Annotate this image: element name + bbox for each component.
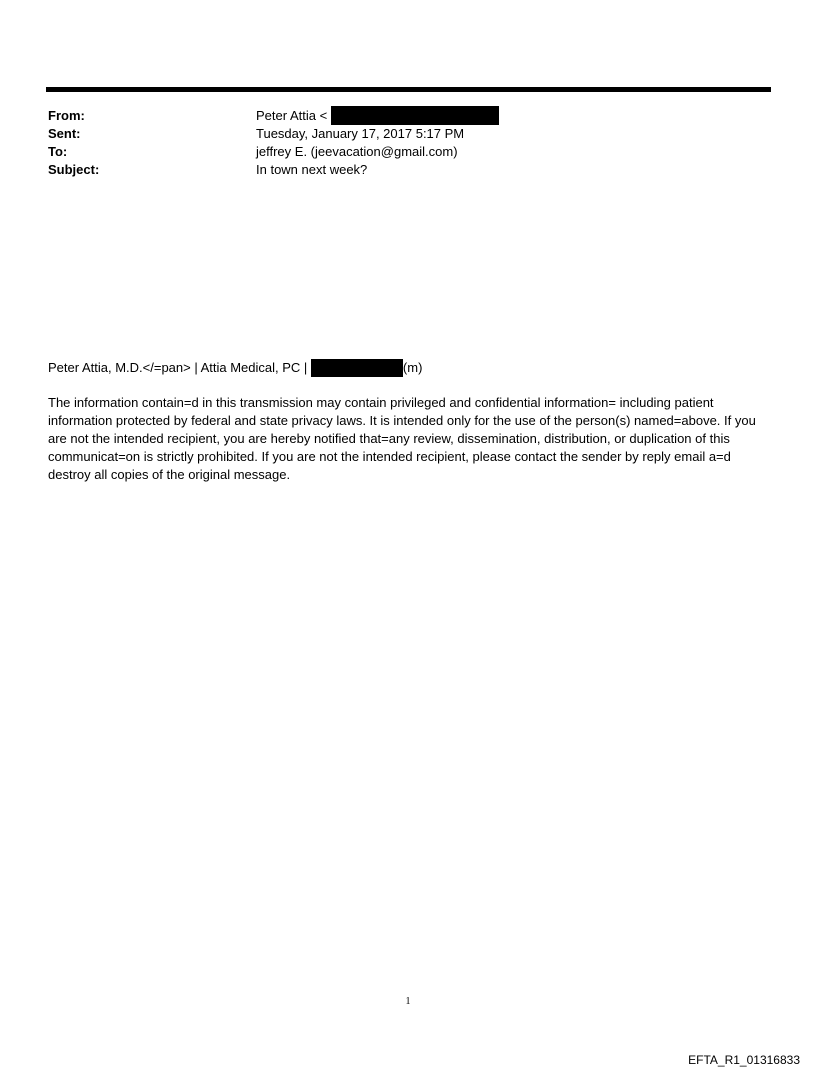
email-header-block bbox=[48, 107, 748, 179]
signature-text: Peter Attia, M.D.</=pan> | Attia Medical, PC | bbox=[48, 360, 308, 375]
sent-row bbox=[48, 125, 748, 143]
redaction-box-phone bbox=[311, 359, 403, 377]
subject-label: Subject: bbox=[48, 162, 100, 177]
bates-number: EFTA_R1_01316833 bbox=[688, 1053, 800, 1067]
confidentiality-disclaimer: The information contain=d in this transmission may contain privileged and confidential information= including patient information protected by federal and state privacy laws. It is intended only for the use of the person(s) named=above. If you are not the intended recipient, you are hereby notified that=any review, dissemination, distribution, or duplication of this communicat=on is strictly prohibited. If you are not the intended recipient, please contact the sender by reply email a=d destroy all copies of the original message. bbox=[48, 395, 756, 482]
phone-suffix: (m) bbox=[402, 360, 423, 375]
subject-row bbox=[48, 161, 748, 179]
from-row bbox=[48, 107, 748, 125]
email-signature bbox=[48, 358, 422, 377]
from-value bbox=[256, 107, 499, 125]
redaction-box-email bbox=[331, 106, 499, 125]
from-label: From: bbox=[48, 108, 85, 123]
to-label: To: bbox=[48, 144, 68, 159]
to-row bbox=[48, 143, 748, 161]
header-divider-rule bbox=[46, 87, 771, 92]
to-value: jeffrey E. (jeevacation@gmail.com) bbox=[256, 144, 458, 159]
sent-label: Sent: bbox=[48, 126, 81, 141]
from-name: Peter Attia bbox=[256, 108, 316, 123]
subject-value: In town next week? bbox=[256, 162, 368, 177]
sent-value: Tuesday, January 17, 2017 5:17 PM bbox=[256, 126, 465, 141]
from-angle-bracket: < bbox=[319, 108, 328, 123]
page-number: 1 bbox=[405, 996, 411, 1007]
